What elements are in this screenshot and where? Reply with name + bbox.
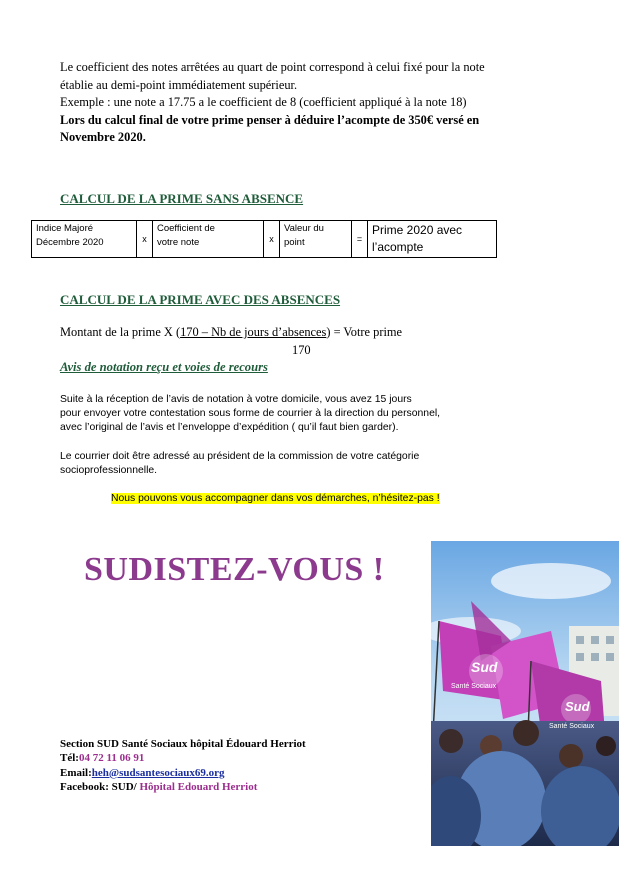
heading-prime-sans-absence: CALCUL DE LA PRIME SANS ABSENCE <box>60 191 304 206</box>
courrier-paragraph <box>60 450 580 478</box>
cell-prime-result <box>368 221 497 258</box>
contact-email-row <box>60 766 306 780</box>
cell-text: Coefficient de <box>157 223 215 234</box>
operator-equals: = <box>352 221 368 258</box>
cell-text: point <box>284 237 305 248</box>
recours-paragraph <box>60 393 580 436</box>
highlight-text: Nous pouvons vous accompagner dans vos démarches, n’hésitez-pas ! <box>111 493 440 504</box>
cell-text: Décembre 2020 <box>36 237 104 248</box>
paragraph-line: pour envoyer votre contestation sous forme de courrier à la direction du personnel, <box>60 408 441 420</box>
calc-table <box>31 220 497 258</box>
cell-coefficient <box>153 221 264 258</box>
intro-block <box>60 59 570 147</box>
email-link[interactable]: heh@sudsantesociaux69.org <box>91 766 225 779</box>
formula-denominator: 170 <box>292 343 311 357</box>
email-label: Email: <box>60 766 92 779</box>
cell-text: Valeur du <box>284 223 324 234</box>
demonstration-photo <box>431 541 619 846</box>
heading-avis-notation: Avis de notation reçu et voies de recours <box>60 360 268 374</box>
flag-label: Sud <box>471 659 498 675</box>
cell-text: l’acompte <box>372 240 424 254</box>
paragraph-line: Le courrier doit être adressé au président de la commission de votre catégorie <box>60 451 420 462</box>
contact-block <box>60 737 306 794</box>
flag-label: Sud <box>565 699 590 714</box>
formula-suffix: ) = Votre prime <box>326 325 403 339</box>
intro-line: Le coefficient des notes arrêtées au quart de point correspond à celui fixé pour la note <box>60 60 485 74</box>
formula-line <box>60 325 402 340</box>
tel-number[interactable]: 04 72 11 06 91 <box>78 752 145 765</box>
cell-text: votre note <box>157 237 200 248</box>
formula-prefix: Montant de la prime X ( <box>60 325 181 339</box>
cell-valeur-point <box>280 221 352 258</box>
cell-text: Prime 2020 avec <box>372 223 463 237</box>
tel-label: Tél: <box>60 752 79 765</box>
operator-times: x <box>137 221 153 258</box>
paragraph-line: avec l’original de l’avis et l’enveloppe d’expédition ( qu’il faut bien garder). <box>60 422 399 434</box>
flag-subtitle: Santé Sociaux <box>549 723 595 730</box>
heading-prime-avec-absences: CALCUL DE LA PRIME AVEC DES ABSENCES <box>60 292 341 307</box>
accompagnement-highlight <box>111 492 440 506</box>
paragraph-line: Suite à la réception de l’avis de notation à votre domicile, vous avez 15 jours <box>60 394 412 405</box>
formula-numerator: 170 – Nb de jours d’absences <box>180 325 327 339</box>
slogan-title: SUDISTEZ-VOUS ! <box>84 551 385 588</box>
contact-facebook-row <box>60 780 306 794</box>
operator-times: x <box>264 221 280 258</box>
facebook-label: Facebook: SUD/ <box>60 780 140 793</box>
intro-line: établie au demi-point immédiatement supérieur. <box>60 77 298 92</box>
cell-indice-majore <box>32 221 137 258</box>
paragraph-line: socioprofessionnelle. <box>60 465 158 477</box>
contact-tel-row <box>60 751 306 765</box>
intro-bold-line: Novembre 2020. <box>60 130 146 144</box>
flag-subtitle: Santé Sociaux <box>451 683 497 690</box>
photo-illustration <box>431 541 619 846</box>
facebook-page[interactable]: Hôpital Edouard Herriot <box>139 780 258 793</box>
cell-text: Indice Majoré <box>36 223 94 234</box>
intro-bold-line: Lors du calcul final de votre prime penser à déduire l’acompte de 350€ versé en <box>60 112 480 127</box>
contact-section: Section SUD Santé Sociaux hôpital Édouard Herriot <box>60 738 306 750</box>
intro-line: Exemple : une note a 17.75 a le coefficient de 8 (coefficient appliqué à la note 18) <box>60 95 467 109</box>
